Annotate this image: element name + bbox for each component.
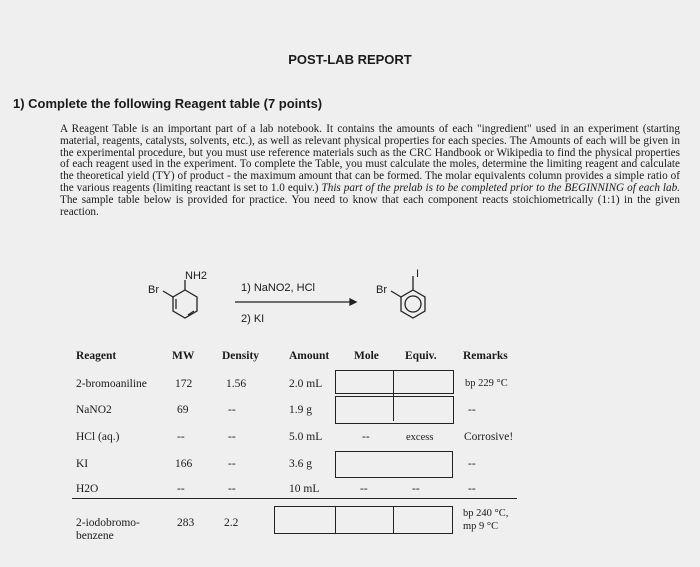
product-structure (391, 276, 425, 318)
row1-mw: 172 (175, 378, 193, 390)
header-density: Density (222, 350, 260, 362)
product-iodo-label: I (416, 268, 420, 280)
row5-reagent: H2O (76, 483, 99, 495)
product-box-divider-2 (393, 506, 394, 533)
header-mw: MW (172, 350, 195, 362)
product-reagent-line1: 2-iodobromo- (76, 517, 140, 529)
instructions-text: A Reagent Table is an important part of a lab notebook. It contains the amounts of each "ingredient" used in an experiment (starting material, reagents, catalysts, solvents, etc.), as well as relevant physical properties for each species. The Amounts of each will be given in the experimental procedure, but you must use reference materials such as the CRC Handbook or Wikipedia to find the physical properties of each reagent used in the experiment. To complete the Table, you must calculate the moles, determine the limiting reagent and calculate the theoretical yield (TY) of product - the maximum amount that can be formed. The molar equivalents column provides a simple ratio of the various reagents (limiting reactant is set to 1.0 equiv.) (60, 123, 680, 194)
instructions-text-end: The sample table below is provided for practice. You need to know that each component reacts stoichiometrically (1:1) in the given reaction. (60, 193, 680, 218)
row1-density: 1.56 (226, 378, 247, 390)
reactant-amine-label: NH2 (185, 270, 208, 282)
row5-amount: 10 mL (289, 483, 320, 495)
row4-density: -- (228, 458, 236, 470)
reaction-scheme (140, 268, 460, 338)
row4-amount: 3.6 g (289, 458, 312, 470)
row4-reagent: KI (76, 458, 89, 470)
reaction-arrow (235, 299, 356, 305)
row2-density: -- (228, 404, 236, 416)
row1-reagent: 2-bromoaniline (76, 378, 147, 390)
row3-mole: -- (362, 431, 370, 443)
header-remarks: Remarks (463, 350, 508, 362)
product-answer-box[interactable] (274, 506, 453, 534)
row2-remarks: -- (468, 404, 476, 416)
header-mole: Mole (354, 350, 379, 362)
row4-remarks: -- (468, 458, 476, 470)
box-divider (393, 371, 394, 421)
instructions-emphasis: This part of the prelab is to be completed prior to the BEGINNING of each lab. (321, 181, 680, 194)
reactant-bromo-label: Br (148, 284, 159, 296)
row3-amount: 5.0 mL (289, 431, 323, 443)
product-reagent-line2: benzene (76, 530, 114, 542)
row5-remarks: -- (468, 483, 476, 495)
row4-mw: 166 (175, 458, 193, 470)
instructions-paragraph (60, 124, 680, 218)
row5-mole: -- (360, 483, 368, 495)
reaction-step1: 1) NaNO2, HCl (241, 282, 315, 294)
header-equiv: Equiv. (405, 350, 437, 362)
row5-density: -- (228, 483, 236, 495)
product-bromo-label: Br (376, 284, 387, 296)
row2-mw: 69 (177, 404, 189, 416)
product-box-divider-1 (335, 506, 336, 533)
product-divider (72, 498, 517, 499)
header-reagent: Reagent (76, 350, 117, 362)
row2-amount: 1.9 g (289, 404, 312, 416)
row5-mw: -- (177, 483, 185, 495)
row3-density: -- (228, 431, 236, 443)
product-remarks-mp: mp 9 °C (463, 521, 499, 532)
reactant-structure (163, 280, 197, 318)
row1-answer-box[interactable] (335, 370, 454, 394)
row3-mw: -- (177, 431, 185, 443)
page-title: POST-LAB REPORT (288, 52, 412, 67)
question-heading: 1) Complete the following Reagent table (7 points) (13, 96, 323, 111)
row3-reagent: HCl (aq.) (76, 431, 120, 443)
row2-answer-box[interactable] (335, 396, 454, 424)
row3-equiv: excess (406, 432, 434, 443)
row5-equiv: -- (412, 483, 420, 495)
header-amount: Amount (289, 350, 330, 362)
row1-amount: 2.0 mL (289, 378, 323, 390)
row4-answer-box[interactable] (335, 451, 453, 478)
reaction-step2: 2) KI (241, 313, 265, 325)
product-density: 2.2 (224, 517, 239, 529)
row1-remarks: bp 229 °C (465, 378, 508, 389)
row3-remarks: Corrosive! (464, 431, 514, 443)
product-mw: 283 (177, 517, 195, 529)
product-remarks-bp: bp 240 °C, (463, 508, 509, 519)
row2-reagent: NaNO2 (76, 404, 112, 416)
